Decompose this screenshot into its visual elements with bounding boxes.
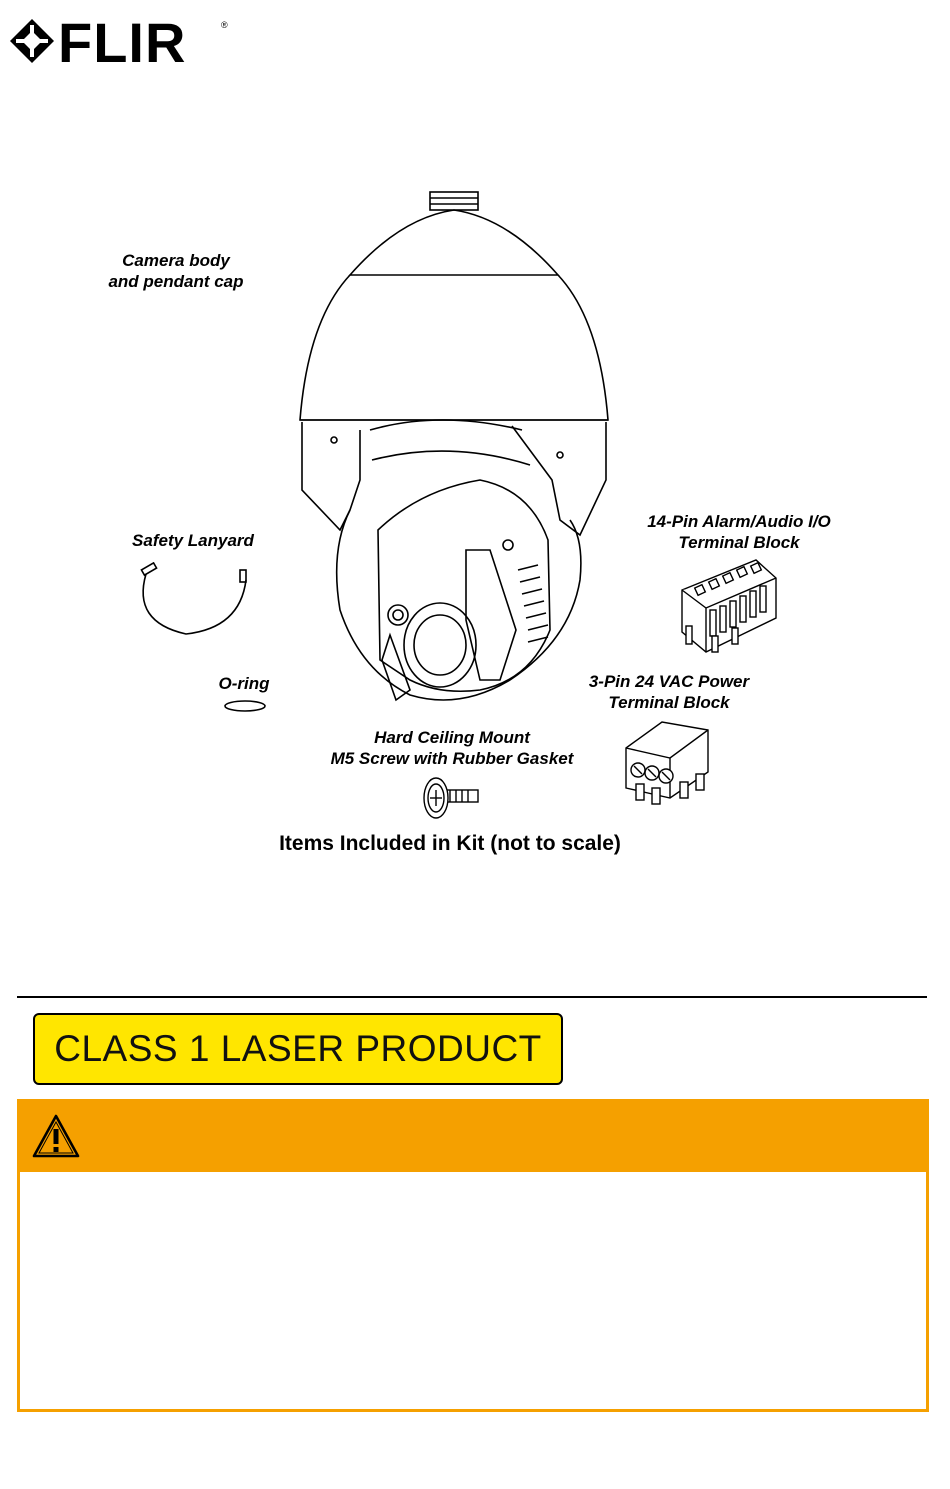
figure-caption: Items Included in Kit (not to scale) — [279, 832, 621, 855]
alarm-terminal-block-illustration — [676, 556, 782, 660]
svg-text:FLIR: FLIR — [58, 11, 187, 74]
camera-dome-illustration — [290, 190, 620, 720]
ceiling-screw-label: Hard Ceiling Mount M5 Screw with Rubber Gasket — [330, 728, 574, 768]
safety-lanyard-label: Safety Lanyard — [132, 531, 254, 550]
o-ring-label: O-ring — [218, 674, 270, 693]
power-terminal-block-illustration — [622, 718, 712, 810]
camera-body-label: Camera body and pendant cap — [108, 251, 244, 291]
alarm-terminal-block-label: 14-Pin Alarm/Audio I/O Terminal Block — [647, 512, 831, 552]
warning-header — [17, 1099, 929, 1172]
flir-logo — [10, 8, 232, 74]
laser-class-label — [33, 1013, 563, 1085]
svg-text:®: ® — [221, 20, 228, 30]
warning-triangle-icon — [31, 1113, 81, 1159]
o-ring-illustration — [222, 698, 268, 714]
power-terminal-block-label: 3-Pin 24 VAC Power Terminal Block — [588, 672, 750, 712]
safety-lanyard-illustration — [136, 562, 254, 638]
ceiling-screw-illustration — [420, 776, 482, 824]
laser-class-text: CLASS 1 LASER PRODUCT — [54, 1028, 542, 1069]
section-divider — [17, 996, 927, 998]
